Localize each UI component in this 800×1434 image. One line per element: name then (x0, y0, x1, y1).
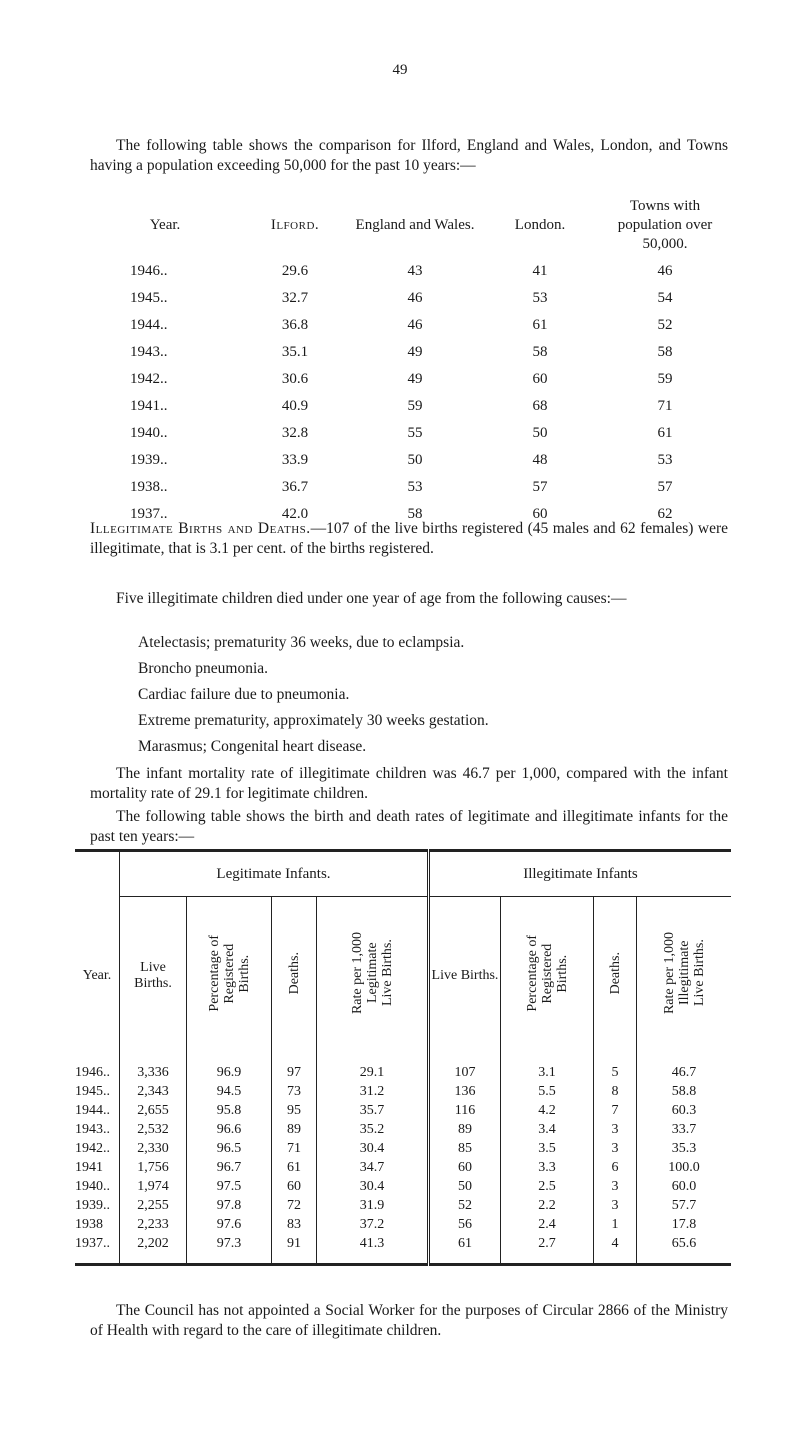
cell-year: 1946.. (130, 263, 168, 279)
cell-london: 57 (532, 479, 548, 495)
cell-year: 1944.. (130, 317, 168, 333)
cell-year: 1938 (75, 1216, 103, 1232)
cell-ill-rate: 46.7 (637, 1055, 732, 1082)
col-leg-deaths: Deaths. (286, 952, 302, 995)
cell-ill-rate: 65.6 (637, 1234, 732, 1265)
cell-leg-live: 2,655 (120, 1101, 187, 1120)
table-row (75, 1101, 731, 1120)
cell-ill-live: 116 (429, 1101, 501, 1120)
cell-leg-deaths: 73 (272, 1082, 317, 1101)
cell-leg-rate: 35.2 (317, 1120, 429, 1139)
cell-year: 1944.. (75, 1102, 110, 1118)
cell-ill-pct: 2.5 (501, 1177, 594, 1196)
illegitimate-text: —107 of the live births registered (45 males and 62 females) were illegitimate, that is 3.1 per cent. of the births registered. (90, 520, 728, 557)
cell-ill-deaths: 3 (594, 1177, 637, 1196)
cell-leg-deaths: 83 (272, 1215, 317, 1234)
cell-leg-rate: 29.1 (317, 1055, 429, 1082)
col-ill-rate: Rate per 1,000 Illegitimate Live Births. (661, 932, 707, 1015)
cell-england: 55 (407, 425, 423, 441)
cell-ill-deaths: 8 (594, 1082, 637, 1101)
cell-year: 1938.. (130, 479, 168, 495)
cell-ilford: 30.6 (281, 371, 309, 387)
cell-leg-rate: 30.4 (317, 1139, 429, 1158)
cell-england: 49 (407, 371, 423, 387)
cell-leg-rate: 34.7 (317, 1158, 429, 1177)
cell-ilford: 32.8 (281, 425, 309, 441)
table-row (75, 1158, 731, 1177)
cell-leg-pct: 95.8 (187, 1101, 272, 1120)
cell-towns: 61 (657, 425, 673, 441)
cell-towns: 59 (657, 371, 673, 387)
cell-leg-live: 2,255 (120, 1196, 187, 1215)
cell-ill-pct: 2.2 (501, 1196, 594, 1215)
cell-ill-live: 56 (429, 1215, 501, 1234)
cell-leg-deaths: 60 (272, 1177, 317, 1196)
cell-ill-pct: 3.3 (501, 1158, 594, 1177)
cell-ill-pct: 2.4 (501, 1215, 594, 1234)
cell-england: 46 (407, 290, 423, 306)
cell-ill-pct: 3.1 (501, 1055, 594, 1082)
cell-leg-pct: 97.8 (187, 1196, 272, 1215)
cell-england: 59 (407, 398, 423, 414)
comparison-table (90, 192, 730, 528)
cell-year: 1939.. (75, 1197, 110, 1213)
cell-ilford: 42.0 (281, 506, 309, 522)
cell-leg-deaths: 61 (272, 1158, 317, 1177)
cell-leg-live: 3,336 (120, 1055, 187, 1082)
cell-leg-rate: 30.4 (317, 1177, 429, 1196)
cell-leg-rate: 35.7 (317, 1101, 429, 1120)
cell-ill-pct: 3.5 (501, 1139, 594, 1158)
cell-ilford: 35.1 (281, 344, 309, 360)
cell-england: 50 (407, 452, 423, 468)
col-towns: Towns with population over 50,000. (617, 197, 713, 252)
rates-intro: The following table shows the birth and death rates of legitimate and illegitimate infants for the past ten years:— (90, 808, 728, 845)
col-ill-pct: Percentage of Registered Births. (524, 935, 570, 1012)
illegitimate-paragraph (90, 519, 728, 559)
cell-leg-live: 2,233 (120, 1215, 187, 1234)
cell-london: 61 (532, 317, 548, 333)
cause-item: Extreme prematurity, approximately 30 weeks gestation. (138, 712, 489, 729)
group-illegitimate: Illegitimate Infants (429, 851, 732, 897)
closing-paragraph: The Council has not appointed a Social Worker for the purposes of Circular 2866 of the Ministry of Health with regard to the care of illegitimate children. (90, 1302, 728, 1339)
cell-leg-pct: 97.3 (187, 1234, 272, 1265)
comparison-table-body (90, 258, 730, 528)
cell-ill-deaths: 5 (594, 1055, 637, 1082)
cell-london: 60 (532, 371, 548, 387)
table-row (75, 1196, 731, 1215)
cell-ill-rate: 60.3 (637, 1101, 732, 1120)
cell-ill-rate: 58.8 (637, 1082, 732, 1101)
cell-towns: 62 (657, 506, 673, 522)
cell-leg-rate: 31.9 (317, 1196, 429, 1215)
table-row (90, 312, 730, 339)
cell-ilford: 40.9 (281, 398, 309, 414)
table-row (75, 1234, 731, 1265)
illegitimate-heading: Illegitimate Births and Deaths. (90, 520, 311, 537)
rates-table (75, 849, 731, 1266)
mortality-paragraph: The infant mortality rate of illegitimate children was 46.7 per 1,000, compared with the infant mortality rate of 29.1 for legitimate children. (90, 765, 728, 802)
cell-ilford: 33.9 (281, 452, 309, 468)
cell-leg-pct: 97.6 (187, 1215, 272, 1234)
col-year: Year. (82, 967, 112, 983)
cause-item: Cardiac failure due to pneumonia. (138, 686, 350, 703)
cell-towns: 58 (657, 344, 673, 360)
col-ill-deaths: Deaths. (607, 952, 623, 995)
table-row (90, 339, 730, 366)
cell-year: 1941 (75, 1159, 103, 1175)
cell-ill-rate: 100.0 (637, 1158, 732, 1177)
cell-leg-pct: 96.9 (187, 1055, 272, 1082)
cell-ill-deaths: 3 (594, 1139, 637, 1158)
cell-england: 43 (407, 263, 423, 279)
cell-leg-deaths: 72 (272, 1196, 317, 1215)
cell-ill-deaths: 6 (594, 1158, 637, 1177)
cell-ill-deaths: 1 (594, 1215, 637, 1234)
col-london: London. (514, 216, 566, 233)
cell-england: 53 (407, 479, 423, 495)
col-year: Year. (149, 216, 181, 233)
cell-leg-pct: 97.5 (187, 1177, 272, 1196)
col-ill-live: Live Births. (429, 897, 501, 1056)
cell-ill-rate: 60.0 (637, 1177, 732, 1196)
cell-year: 1946.. (75, 1064, 110, 1080)
cell-year: 1940.. (130, 425, 168, 441)
cell-ill-rate: 17.8 (637, 1215, 732, 1234)
cell-leg-live: 1,756 (120, 1158, 187, 1177)
cell-ilford: 36.7 (281, 479, 309, 495)
cell-london: 48 (532, 452, 548, 468)
cell-towns: 52 (657, 317, 673, 333)
cell-towns: 53 (657, 452, 673, 468)
table-row (90, 420, 730, 447)
cell-towns: 46 (657, 263, 673, 279)
rates-table-body (75, 1055, 731, 1265)
table-row (75, 1215, 731, 1234)
table-row (90, 474, 730, 501)
cell-leg-live: 2,343 (120, 1082, 187, 1101)
cell-ill-deaths: 3 (594, 1196, 637, 1215)
cause-item: Atelectasis; prematurity 36 weeks, due to eclampsia. (138, 634, 465, 651)
table-row (90, 393, 730, 420)
cell-year: 1942.. (75, 1140, 110, 1156)
cell-leg-deaths: 71 (272, 1139, 317, 1158)
cell-london: 60 (532, 506, 548, 522)
cell-ill-live: 61 (429, 1234, 501, 1265)
cause-item: Marasmus; Congenital heart disease. (138, 738, 367, 755)
col-leg-rate: Rate per 1,000 Legitimate Live Births. (349, 932, 395, 1015)
cell-england: 49 (407, 344, 423, 360)
cell-ilford: 29.6 (281, 263, 309, 279)
cell-year: 1945.. (130, 290, 168, 306)
table-row (75, 1177, 731, 1196)
cell-leg-deaths: 95 (272, 1101, 317, 1120)
cell-towns: 71 (657, 398, 673, 414)
cell-ill-rate: 57.7 (637, 1196, 732, 1215)
cell-towns: 54 (657, 290, 673, 306)
group-legitimate: Legitimate Infants. (120, 851, 429, 897)
cell-england: 46 (407, 317, 423, 333)
causes-intro: Five illegitimate children died under one year of age from the following causes:— (116, 590, 627, 607)
cell-ill-live: 50 (429, 1177, 501, 1196)
cell-ill-pct: 4.2 (501, 1101, 594, 1120)
col-leg-pct: Percentage of Registered Births. (206, 935, 252, 1012)
cell-ilford: 36.8 (281, 317, 309, 333)
cell-leg-live: 2,532 (120, 1120, 187, 1139)
cell-ill-deaths: 3 (594, 1120, 637, 1139)
table-row (90, 447, 730, 474)
cell-year: 1945.. (75, 1083, 110, 1099)
cell-london: 50 (532, 425, 548, 441)
table-row (75, 1120, 731, 1139)
cell-leg-pct: 96.7 (187, 1158, 272, 1177)
cell-year: 1940.. (75, 1178, 110, 1194)
cell-leg-deaths: 89 (272, 1120, 317, 1139)
intro-paragraph: The following table shows the comparison for Ilford, England and Wales, London, and Towns having a population exceeding 50,000 for the past 10 years:— (90, 137, 728, 174)
col-england: England and Wales. (355, 216, 475, 233)
cell-london: 58 (532, 344, 548, 360)
cell-leg-rate: 37.2 (317, 1215, 429, 1234)
cell-ill-pct: 5.5 (501, 1082, 594, 1101)
cell-london: 68 (532, 398, 548, 414)
table-row (90, 366, 730, 393)
cell-ill-live: 85 (429, 1139, 501, 1158)
cell-leg-live: 1,974 (120, 1177, 187, 1196)
cell-london: 53 (532, 290, 548, 306)
cell-leg-pct: 96.5 (187, 1139, 272, 1158)
cell-leg-rate: 41.3 (317, 1234, 429, 1265)
table-row (75, 1082, 731, 1101)
cell-ilford: 32.7 (281, 290, 309, 306)
cell-year: 1943.. (130, 344, 168, 360)
cell-england: 58 (407, 506, 423, 522)
cause-item: Broncho pneumonia. (138, 660, 269, 677)
cell-leg-rate: 31.2 (317, 1082, 429, 1101)
cell-year: 1942.. (130, 371, 168, 387)
cell-leg-pct: 94.5 (187, 1082, 272, 1101)
cell-ill-pct: 2.7 (501, 1234, 594, 1265)
cell-towns: 57 (657, 479, 673, 495)
cell-ill-deaths: 4 (594, 1234, 637, 1265)
cell-year: 1943.. (75, 1121, 110, 1137)
cell-leg-live: 2,330 (120, 1139, 187, 1158)
cell-leg-deaths: 91 (272, 1234, 317, 1265)
cell-ill-live: 107 (429, 1055, 501, 1082)
cell-ill-deaths: 7 (594, 1101, 637, 1120)
cell-ill-rate: 35.3 (637, 1139, 732, 1158)
cell-leg-pct: 96.6 (187, 1120, 272, 1139)
cell-london: 41 (532, 263, 548, 279)
table-row (90, 258, 730, 285)
cell-ill-live: 89 (429, 1120, 501, 1139)
cell-year: 1937.. (75, 1235, 110, 1251)
cell-ill-rate: 33.7 (637, 1120, 732, 1139)
table-row (75, 1055, 731, 1082)
cell-ill-live: 52 (429, 1196, 501, 1215)
cell-leg-live: 2,202 (120, 1234, 187, 1265)
cell-ill-live: 136 (429, 1082, 501, 1101)
cell-ill-pct: 3.4 (501, 1120, 594, 1139)
col-leg-live: Live Births. (120, 897, 187, 1056)
cell-year: 1937.. (130, 506, 168, 522)
table-row (75, 1139, 731, 1158)
cell-leg-deaths: 97 (272, 1055, 317, 1082)
table-row (90, 285, 730, 312)
cell-year: 1939.. (130, 452, 168, 468)
cell-year: 1941.. (130, 398, 168, 414)
page-number: 49 (392, 62, 408, 78)
cell-ill-live: 60 (429, 1158, 501, 1177)
col-ilford: Ilford. (270, 216, 320, 233)
